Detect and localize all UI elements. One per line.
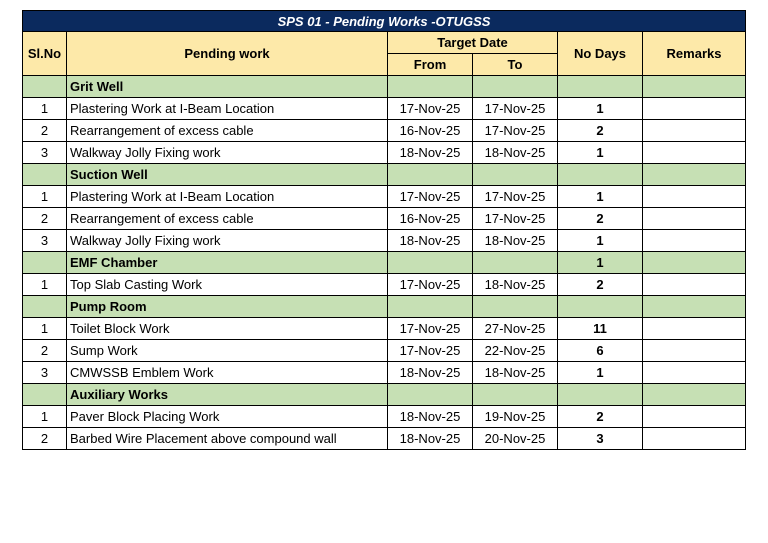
row-pending-work[interactable]: Rearrangement of excess cable	[67, 120, 388, 142]
row-slno[interactable]: 1	[23, 318, 67, 340]
section-from-cell[interactable]	[388, 384, 473, 406]
header-remarks[interactable]: Remarks	[643, 32, 746, 76]
row-remarks[interactable]	[643, 230, 746, 252]
section-days[interactable]: 1	[558, 252, 643, 274]
row-slno[interactable]: 3	[23, 142, 67, 164]
row-from-date[interactable]: 18-Nov-25	[388, 406, 473, 428]
row-to-date[interactable]: 18-Nov-25	[473, 362, 558, 384]
row-slno[interactable]: 1	[23, 186, 67, 208]
row-to-date[interactable]: 17-Nov-25	[473, 208, 558, 230]
section-days[interactable]	[558, 384, 643, 406]
row-slno[interactable]: 3	[23, 230, 67, 252]
row-pending-work[interactable]: Rearrangement of excess cable	[67, 208, 388, 230]
row-no-days[interactable]: 2	[558, 208, 643, 230]
row-to-date[interactable]: 18-Nov-25	[473, 230, 558, 252]
row-to-date[interactable]: 22-Nov-25	[473, 340, 558, 362]
row-slno[interactable]: 2	[23, 428, 67, 450]
section-remarks-cell[interactable]	[643, 164, 746, 186]
section-from-cell[interactable]	[388, 252, 473, 274]
row-remarks[interactable]	[643, 362, 746, 384]
row-remarks[interactable]	[643, 274, 746, 296]
section-name[interactable]: Auxiliary Works	[67, 384, 388, 406]
row-remarks[interactable]	[643, 186, 746, 208]
section-row	[23, 164, 746, 186]
section-slno-cell[interactable]	[23, 164, 67, 186]
section-row	[23, 252, 746, 274]
row-pending-work[interactable]: Walkway Jolly Fixing work	[67, 230, 388, 252]
row-slno[interactable]: 2	[23, 120, 67, 142]
row-slno[interactable]: 1	[23, 274, 67, 296]
table-row	[23, 98, 746, 120]
row-remarks[interactable]	[643, 406, 746, 428]
section-slno-cell[interactable]	[23, 384, 67, 406]
row-to-date[interactable]: 19-Nov-25	[473, 406, 558, 428]
row-pending-work[interactable]: Plastering Work at I-Beam Location	[67, 186, 388, 208]
section-remarks-cell[interactable]	[643, 76, 746, 98]
row-remarks[interactable]	[643, 318, 746, 340]
row-pending-work[interactable]: Plastering Work at I-Beam Location	[67, 98, 388, 120]
table-row	[23, 142, 746, 164]
section-to-cell[interactable]	[473, 164, 558, 186]
section-name[interactable]: EMF Chamber	[67, 252, 388, 274]
table-row	[23, 230, 746, 252]
row-to-date[interactable]: 17-Nov-25	[473, 186, 558, 208]
pending-works-table	[22, 10, 746, 450]
header-target-date[interactable]: Target Date	[388, 32, 558, 54]
row-from-date[interactable]: 18-Nov-25	[388, 428, 473, 450]
row-slno[interactable]: 3	[23, 362, 67, 384]
row-slno[interactable]: 2	[23, 208, 67, 230]
row-no-days[interactable]: 2	[558, 120, 643, 142]
section-from-cell[interactable]	[388, 164, 473, 186]
table-row	[23, 120, 746, 142]
section-row	[23, 76, 746, 98]
row-pending-work[interactable]: Sump Work	[67, 340, 388, 362]
header-row-1	[23, 32, 746, 54]
row-from-date[interactable]: 17-Nov-25	[388, 274, 473, 296]
section-slno-cell[interactable]	[23, 296, 67, 318]
header-pending-work[interactable]: Pending work	[67, 32, 388, 76]
table-row	[23, 274, 746, 296]
section-days[interactable]	[558, 76, 643, 98]
row-remarks[interactable]	[643, 340, 746, 362]
section-slno-cell[interactable]	[23, 76, 67, 98]
row-no-days[interactable]: 11	[558, 318, 643, 340]
section-name[interactable]: Grit Well	[67, 76, 388, 98]
row-slno[interactable]: 1	[23, 98, 67, 120]
row-from-date[interactable]: 16-Nov-25	[388, 120, 473, 142]
row-from-date[interactable]: 17-Nov-25	[388, 186, 473, 208]
section-days[interactable]	[558, 296, 643, 318]
row-pending-work[interactable]: Toilet Block Work	[67, 318, 388, 340]
row-from-date[interactable]: 17-Nov-25	[388, 340, 473, 362]
row-pending-work[interactable]: CMWSSB Emblem Work	[67, 362, 388, 384]
row-to-date[interactable]: 18-Nov-25	[473, 274, 558, 296]
header-slno[interactable]: Sl.No	[23, 32, 67, 76]
row-no-days[interactable]: 6	[558, 340, 643, 362]
row-to-date[interactable]: 27-Nov-25	[473, 318, 558, 340]
row-from-date[interactable]: 18-Nov-25	[388, 230, 473, 252]
row-remarks[interactable]	[643, 142, 746, 164]
section-name[interactable]: Pump Room	[67, 296, 388, 318]
row-no-days[interactable]: 2	[558, 406, 643, 428]
section-days[interactable]	[558, 164, 643, 186]
row-from-date[interactable]: 17-Nov-25	[388, 98, 473, 120]
row-to-date[interactable]: 18-Nov-25	[473, 142, 558, 164]
row-from-date[interactable]: 16-Nov-25	[388, 208, 473, 230]
table-row	[23, 318, 746, 340]
row-no-days[interactable]: 1	[558, 186, 643, 208]
row-slno[interactable]: 1	[23, 406, 67, 428]
row-pending-work[interactable]: Top Slab Casting Work	[67, 274, 388, 296]
table-row	[23, 208, 746, 230]
row-remarks[interactable]	[643, 428, 746, 450]
row-to-date[interactable]: 17-Nov-25	[473, 120, 558, 142]
row-to-date[interactable]: 17-Nov-25	[473, 98, 558, 120]
section-remarks-cell[interactable]	[643, 384, 746, 406]
table-title[interactable]: SPS 01 - Pending Works -OTUGSS	[23, 11, 746, 32]
section-remarks-cell[interactable]	[643, 252, 746, 274]
section-remarks-cell[interactable]	[643, 296, 746, 318]
section-row	[23, 296, 746, 318]
section-name[interactable]: Suction Well	[67, 164, 388, 186]
table-row	[23, 362, 746, 384]
row-slno[interactable]: 2	[23, 340, 67, 362]
row-pending-work[interactable]: Walkway Jolly Fixing work	[67, 142, 388, 164]
row-no-days[interactable]: 1	[558, 230, 643, 252]
row-from-date[interactable]: 17-Nov-25	[388, 318, 473, 340]
row-from-date[interactable]: 18-Nov-25	[388, 142, 473, 164]
section-slno-cell[interactable]	[23, 252, 67, 274]
section-from-cell[interactable]	[388, 76, 473, 98]
row-remarks[interactable]	[643, 98, 746, 120]
table-row	[23, 428, 746, 450]
title-row	[23, 11, 746, 32]
section-to-cell[interactable]	[473, 296, 558, 318]
row-pending-work[interactable]: Barbed Wire Placement above compound wall	[67, 428, 388, 450]
table-row	[23, 340, 746, 362]
row-no-days[interactable]: 1	[558, 98, 643, 120]
row-from-date[interactable]: 18-Nov-25	[388, 362, 473, 384]
row-no-days[interactable]: 1	[558, 142, 643, 164]
row-remarks[interactable]	[643, 120, 746, 142]
row-to-date[interactable]: 20-Nov-25	[473, 428, 558, 450]
row-no-days[interactable]: 3	[558, 428, 643, 450]
header-from[interactable]: From	[388, 54, 473, 76]
section-row	[23, 384, 746, 406]
section-to-cell[interactable]	[473, 252, 558, 274]
row-remarks[interactable]	[643, 208, 746, 230]
section-to-cell[interactable]	[473, 384, 558, 406]
header-to[interactable]: To	[473, 54, 558, 76]
table-row	[23, 186, 746, 208]
header-no-days[interactable]: No Days	[558, 32, 643, 76]
row-no-days[interactable]: 1	[558, 362, 643, 384]
section-to-cell[interactable]	[473, 76, 558, 98]
row-pending-work[interactable]: Paver Block Placing Work	[67, 406, 388, 428]
section-from-cell[interactable]	[388, 296, 473, 318]
table-row	[23, 406, 746, 428]
row-no-days[interactable]: 2	[558, 274, 643, 296]
